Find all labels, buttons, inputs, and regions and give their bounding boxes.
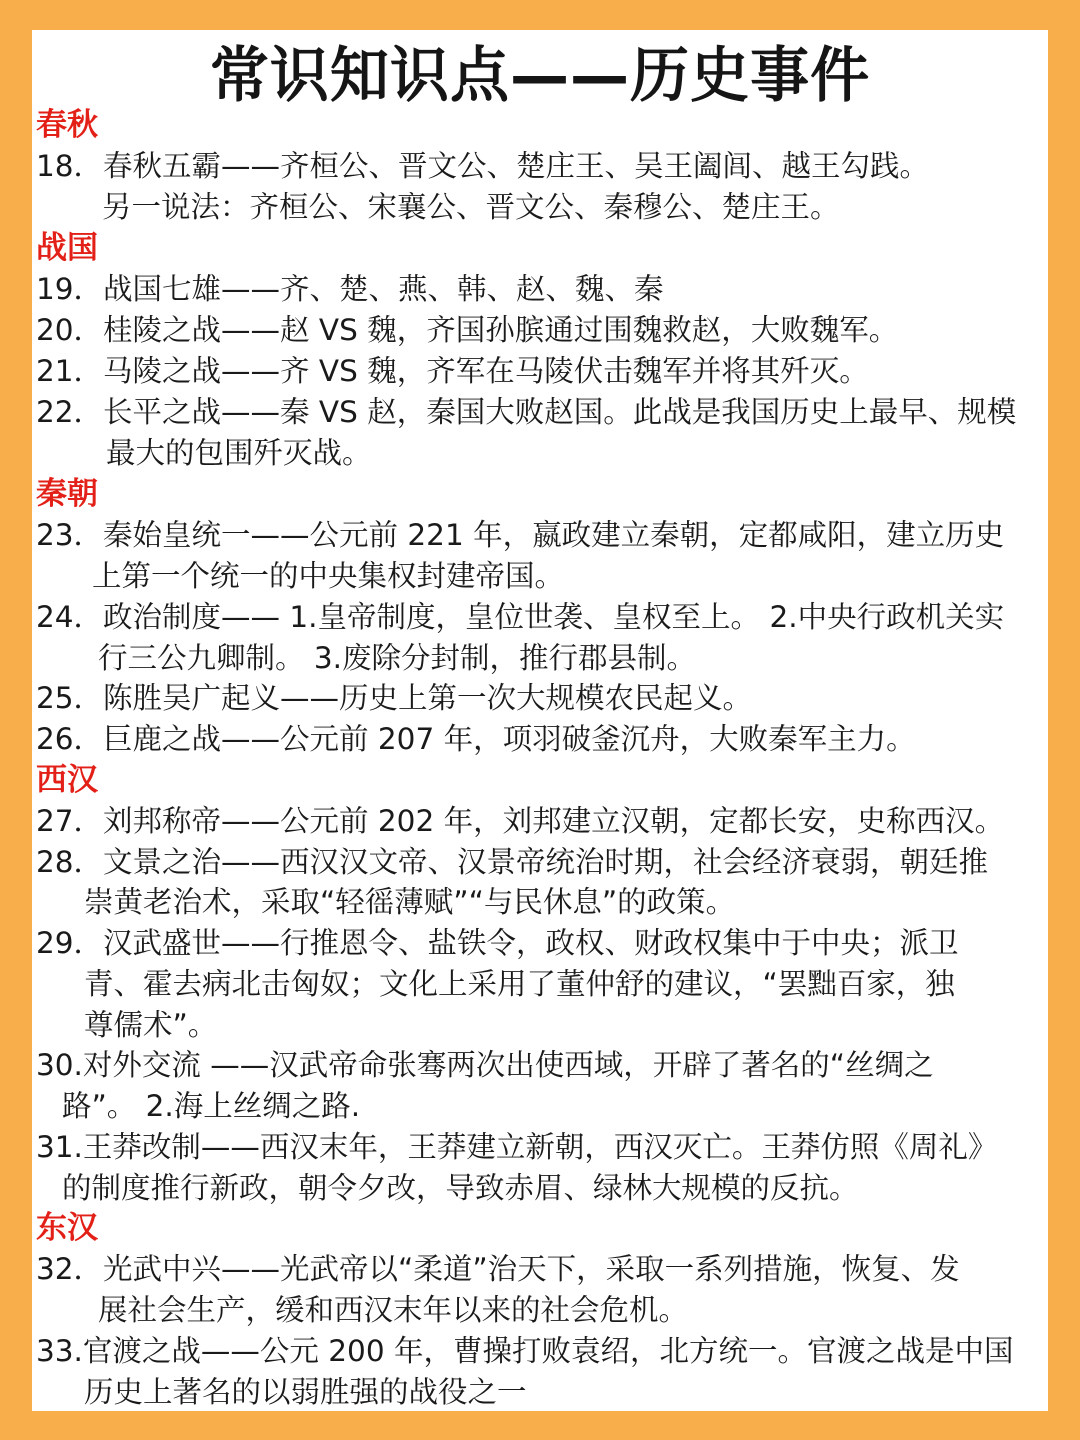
continuation-line: 行三公九卿制。 3.废除分封制，推行郡县制。: [98, 641, 697, 675]
list-item: 22．长平之战——秦 VS 赵，秦国大败赵国。此战是我国历史上最早、规模: [36, 395, 1017, 429]
page-title: 常识知识点——历史事件: [209, 41, 871, 111]
list-item: 24．政治制度—— 1.皇帝制度，皇位世袭、皇权至上。 2.中央行政机关实: [36, 600, 1005, 634]
continuation-line: 展社会生产，缓和西汉末年以来的社会危机。: [98, 1293, 689, 1327]
list-item: 27．刘邦称帝——公元前 202 年，刘邦建立汉朝，定都长安，史称西汉。: [36, 804, 1005, 838]
section-heading: 秦朝: [36, 476, 98, 512]
section-heading: 西汉: [36, 762, 98, 798]
continuation-line: 最大的包围歼灭战。: [106, 436, 372, 470]
section-heading: 东汉: [36, 1210, 98, 1246]
list-item: 31.王莽改制——西汉末年，王莽建立新朝，西汉灭亡。王莽仿照《周礼》: [36, 1130, 998, 1164]
section-heading: 战国: [36, 230, 98, 266]
list-item: 23．秦始皇统一——公元前 221 年，嬴政建立秦朝，定都咸阳，建立历史: [36, 518, 1005, 552]
list-item: 25．陈胜吴广起义——历史上第一次大规模农民起义。: [36, 681, 753, 715]
continuation-line: 另一说法：齐桓公、宋襄公、晋文公、秦穆公、楚庄王。: [102, 190, 840, 224]
list-item: 30.对外交流 ——汉武帝命张骞两次出使西域，开辟了著名的“丝绸之: [36, 1048, 934, 1082]
continuation-line: 历史上著名的以弱胜强的战役之一: [84, 1375, 527, 1409]
list-item: 33.官渡之战——公元 200 年，曹操打败袁绍，北方统一。官渡之战是中国: [36, 1334, 1014, 1368]
document-card: [32, 30, 1048, 1411]
list-item: 21．马陵之战——齐 VS 魏，齐军在马陵伏击魏军并将其歼灭。: [36, 354, 869, 388]
continuation-line: 尊儒术”。: [84, 1008, 218, 1042]
continuation-line: 崇黄老治术，采取“轻徭薄赋”“与民休息”的政策。: [84, 885, 736, 919]
list-item: 26．巨鹿之战——公元前 207 年，项羽破釜沉舟，大败秦军主力。: [36, 722, 916, 756]
continuation-line: 上第一个统一的中央集权封建帝国。: [92, 559, 565, 593]
continuation-line: 路”。 2.海上丝绸之路.: [62, 1089, 361, 1123]
continuation-line: 的制度推行新政，朝令夕改，导致赤眉、绿林大规模的反抗。: [62, 1171, 859, 1205]
list-item: 29．汉武盛世——行推恩令、盐铁令，政权、财政权集中于中央；派卫: [36, 926, 959, 960]
section-heading: 春秋: [36, 107, 98, 143]
list-item: 28．文景之治——西汉汉文帝、汉景帝统治时期，社会经济衰弱，朝廷推: [36, 845, 989, 879]
list-item: 19．战国七雄——齐、楚、燕、韩、赵、魏、秦: [36, 272, 664, 306]
list-item: 20．桂陵之战——赵 VS 魏，齐国孙膑通过围魏救赵，大败魏军。: [36, 313, 899, 347]
list-item: 32．光武中兴——光武帝以“柔道”治天下，采取一系列措施，恢复、发: [36, 1252, 960, 1286]
list-item: 18．春秋五霸——齐桓公、晋文公、楚庄王、吴王阖闾、越王勾践。: [36, 149, 930, 183]
continuation-line: 青、霍去病北击匈奴；文化上采用了董仲舒的建议，“罢黜百家，独: [84, 967, 955, 1001]
